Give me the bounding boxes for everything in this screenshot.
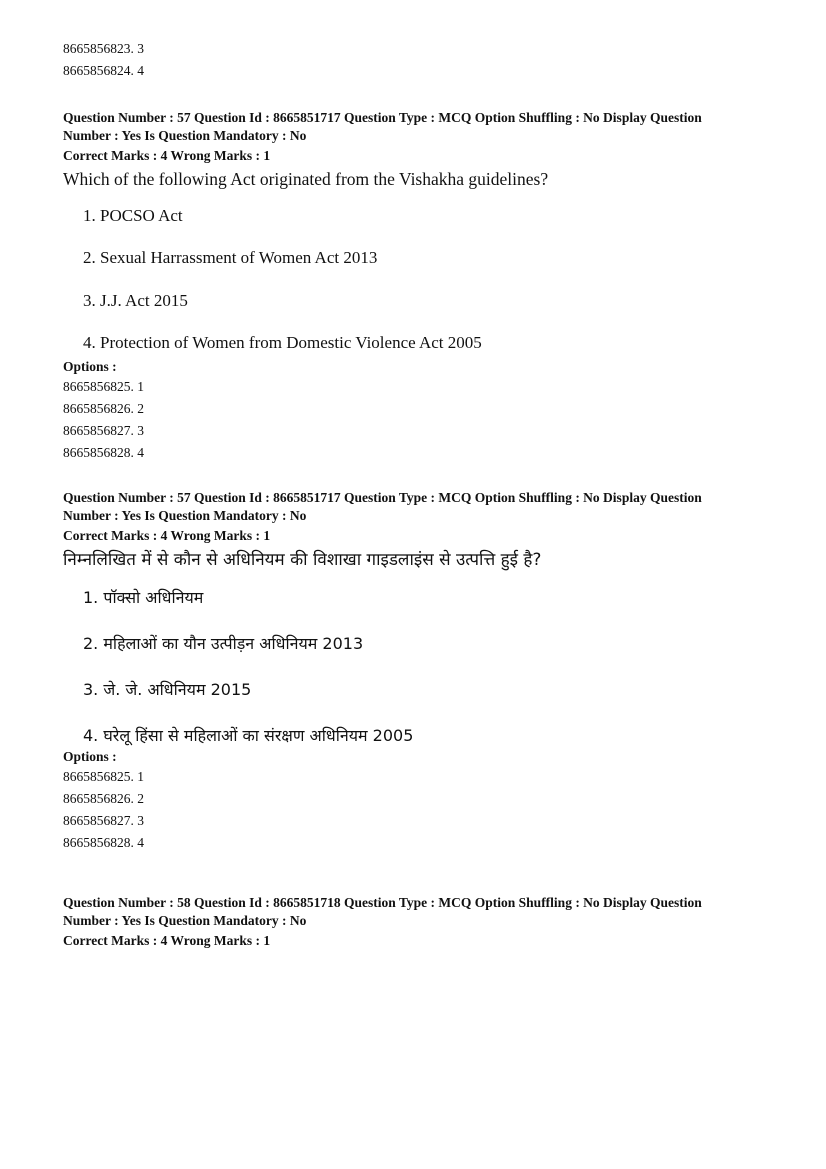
question-marks: Correct Marks : 4 Wrong Marks : 1 [63, 148, 271, 163]
question-meta-line: Question Number : 57 Question Id : 8665851717 Question Type : MCQ Option Shuffling : No Display Question [63, 110, 702, 125]
option-line: 8665856828. 4 [63, 834, 144, 850]
option-line: 8665856827. 3 [63, 422, 144, 438]
question-meta-line: Question Number : 57 Question Id : 8665851717 Question Type : MCQ Option Shuffling : No Display Question [63, 490, 702, 505]
question-57-hindi [63, 489, 783, 854]
answer-choice: 1. POCSO Act [83, 205, 183, 225]
option-line: 8665856828. 4 [63, 444, 144, 460]
option-line: 8665856824. 4 [63, 63, 144, 78]
answer-choice: 3. जे. जे. अधिनियम 2015 [83, 679, 252, 699]
option-line: 8665856826. 2 [63, 400, 144, 416]
option-line: 8665856825. 1 [63, 768, 144, 784]
answer-choice: 2. Sexual Harrassment of Women Act 2013 [83, 248, 378, 267]
answer-choices [63, 195, 783, 365]
option-line: 8665856825. 1 [63, 378, 144, 394]
question-text: निम्नलिखित में से कौन से अधिनियम की विशाखा गाइडलाइंस से उत्पत्ति हुई है? [63, 549, 542, 570]
answer-choice: 3. J.J. Act 2015 [83, 290, 188, 310]
question-meta-line: Number : Yes Is Question Mandatory : No [63, 507, 307, 523]
question-57-english [63, 109, 783, 464]
answer-choice: 4. Protection of Women from Domestic Violence Act 2005 [83, 333, 482, 352]
answer-choice: 2. महिलाओं का यौन उत्पीड़न अधिनियम 2013 [83, 633, 364, 653]
options-label: Options : [63, 748, 117, 764]
question-marks: Correct Marks : 4 Wrong Marks : 1 [63, 528, 271, 543]
answer-choice: 4. घरेलू हिंसा से महिलाओं का संरक्षण अधिनियम 2005 [83, 725, 414, 745]
question-marks: Correct Marks : 4 Wrong Marks : 1 [63, 933, 271, 948]
answer-choices [63, 575, 783, 759]
question-58 [63, 894, 783, 950]
question-meta-line: Question Number : 58 Question Id : 8665851718 Question Type : MCQ Option Shuffling : No Display Question [63, 895, 702, 910]
question-meta-line: Number : Yes Is Question Mandatory : No [63, 912, 307, 928]
options-label: Options : [63, 358, 117, 374]
question-meta-line: Number : Yes Is Question Mandatory : No [63, 127, 307, 143]
option-line: 8665856826. 2 [63, 790, 144, 806]
previous-question-options [63, 38, 783, 82]
answer-choice: 1. पॉक्सो अधिनियम [83, 587, 204, 607]
option-line: 8665856827. 3 [63, 812, 144, 828]
question-text: Which of the following Act originated from the Vishakha guidelines? [63, 168, 549, 189]
option-line: 8665856823. 3 [63, 41, 144, 56]
